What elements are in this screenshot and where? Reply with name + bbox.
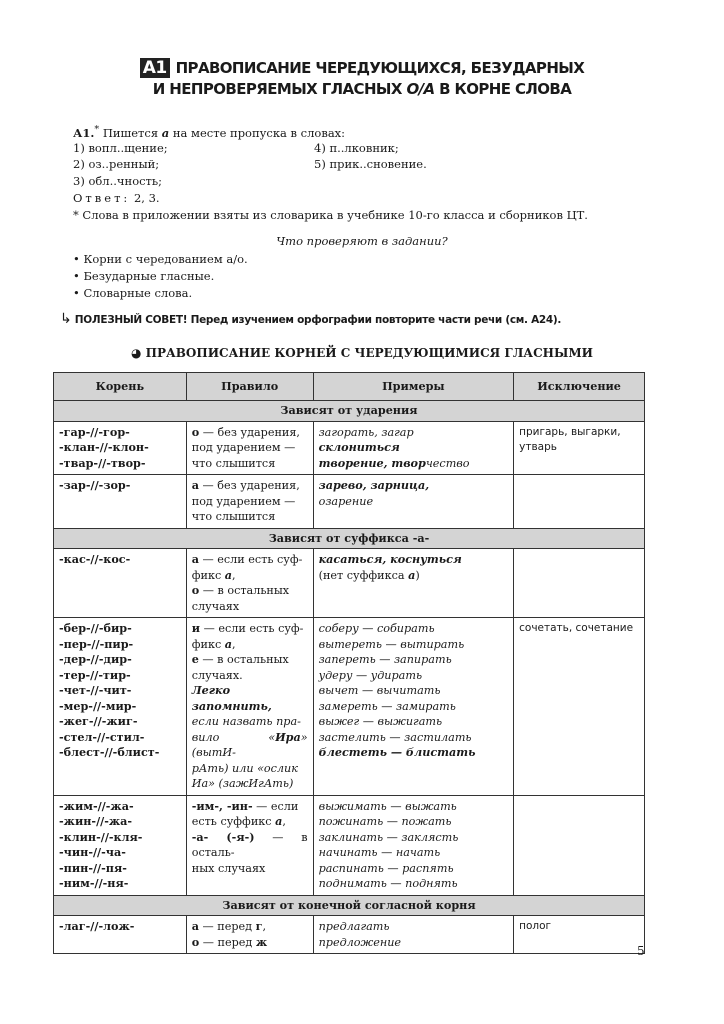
text-segment: а bbox=[191, 552, 199, 566]
text-segment: ) bbox=[415, 568, 420, 582]
cell-line bbox=[319, 683, 509, 699]
rule-cell bbox=[186, 549, 313, 618]
text-segment: под ударением — bbox=[191, 441, 296, 454]
column-header: Правило bbox=[186, 373, 313, 401]
cell-line bbox=[192, 830, 308, 861]
cell-line bbox=[319, 494, 509, 510]
cell-line bbox=[192, 621, 308, 637]
group-row bbox=[54, 895, 645, 916]
cell-line bbox=[192, 652, 308, 668]
root-text: -лаг-//-лож- bbox=[59, 919, 135, 933]
cell-line bbox=[319, 699, 509, 715]
cell-line bbox=[319, 552, 509, 568]
text-segment: случаях bbox=[191, 599, 240, 613]
table-row bbox=[54, 618, 645, 796]
cell-line bbox=[192, 935, 308, 951]
check-item: • Безударные гласные. bbox=[73, 269, 215, 283]
text-segment: — если есть суф- bbox=[198, 553, 303, 566]
rule-cell bbox=[186, 916, 313, 954]
text-segment: а bbox=[408, 567, 416, 582]
text-segment: а bbox=[191, 478, 199, 492]
page-title-line2 bbox=[0, 80, 724, 98]
text-segment: начинать — начать bbox=[318, 846, 441, 859]
root-text: -кас-//-кос- bbox=[59, 552, 131, 566]
task-item: 5) прик..сновение. bbox=[314, 157, 427, 171]
check-text: Безударные гласные. bbox=[83, 269, 215, 283]
text-segment: озарение bbox=[318, 494, 374, 508]
text-segment: а bbox=[224, 636, 233, 651]
cell-line bbox=[192, 668, 308, 684]
text-segment: рАть) или «ослик bbox=[191, 761, 298, 775]
rule-cell bbox=[186, 421, 313, 475]
text-segment: е bbox=[191, 652, 199, 666]
text-segment: а bbox=[224, 567, 233, 582]
group-label: Зависят от суффикса -а- bbox=[54, 528, 645, 549]
task-item: 4) п..лковник; bbox=[314, 141, 399, 155]
root-text: -пин-//-пя- bbox=[59, 860, 127, 875]
text-segment: зарево, зарница, bbox=[318, 478, 430, 492]
cell-line bbox=[319, 637, 509, 653]
cell-line bbox=[192, 509, 308, 525]
text-segment: запереть — запирать bbox=[318, 653, 452, 666]
footnote-mark: * bbox=[94, 124, 100, 135]
text-segment: застелить — застилать bbox=[318, 730, 472, 744]
text-segment: Легко запомнить, bbox=[191, 683, 272, 713]
cell-line bbox=[192, 714, 308, 730]
cell-line bbox=[192, 552, 308, 568]
root-text: -блест-//-блист- bbox=[59, 745, 160, 759]
cell-line bbox=[192, 478, 308, 494]
examples-cell bbox=[313, 618, 514, 796]
cell-line bbox=[192, 440, 308, 456]
answer-label: Ответ: bbox=[73, 191, 131, 205]
root-text: -пер-//-пир- bbox=[59, 636, 134, 651]
cell-line bbox=[192, 814, 308, 830]
title-text: О/А bbox=[406, 80, 435, 98]
cell-line bbox=[192, 919, 308, 935]
column-header: Примеры bbox=[313, 373, 514, 401]
tip-text: ПОЛЕЗНЫЙ СОВЕТ! Перед изучением орфографии повторите части речи (см. А24). bbox=[74, 314, 562, 326]
text-segment: и bbox=[191, 621, 201, 635]
text-segment: -а- (-я-) bbox=[191, 829, 255, 844]
exception-cell: полог bbox=[514, 916, 645, 954]
root-text: -твар-//-твор- bbox=[59, 455, 146, 470]
text-segment: предложение bbox=[318, 935, 402, 949]
text-segment: вило « bbox=[191, 730, 276, 744]
check-item: • Корни с чередованием а/о. bbox=[73, 252, 248, 266]
cell-line bbox=[192, 494, 308, 510]
text-segment: вычет — вычитать bbox=[318, 684, 441, 697]
answer bbox=[73, 191, 160, 205]
useful-tip bbox=[60, 311, 561, 327]
cell-line bbox=[192, 568, 308, 584]
exception-cell: пригарь, выгарки, утварь bbox=[514, 421, 645, 475]
rule-cell bbox=[186, 618, 313, 796]
text-segment: ж bbox=[255, 934, 268, 949]
text-segment: под ударением — bbox=[191, 494, 296, 508]
cell-line bbox=[319, 799, 509, 815]
table-row bbox=[54, 549, 645, 618]
examples-cell bbox=[313, 916, 514, 954]
cell-line bbox=[192, 776, 308, 792]
text-segment: — если bbox=[252, 799, 299, 813]
root-text: -тер-//-тир- bbox=[59, 667, 131, 682]
text-segment: ных случаях bbox=[191, 861, 266, 875]
text-segment: , bbox=[282, 815, 286, 828]
text-segment: о bbox=[191, 934, 200, 949]
section-title-text: ПРАВОПИСАНИЕ КОРНЕЙ С ЧЕРЕДУЮЩИМИСЯ ГЛАСНЫМИ bbox=[145, 346, 594, 360]
cell-line bbox=[319, 714, 509, 730]
text-segment: что слышится bbox=[191, 510, 276, 523]
text-segment: блестеть — блистать bbox=[318, 745, 476, 759]
text-segment: вытереть — вытирать bbox=[318, 637, 465, 651]
cell-line bbox=[192, 861, 308, 877]
exception-cell bbox=[514, 549, 645, 618]
text-segment: творение, твор bbox=[318, 455, 426, 470]
table-header-row bbox=[54, 373, 645, 401]
root-cell bbox=[54, 618, 187, 796]
examples-cell bbox=[313, 421, 514, 475]
table-row bbox=[54, 795, 645, 895]
cell-line bbox=[319, 876, 509, 892]
text-segment: — перед bbox=[199, 935, 256, 949]
cell-line bbox=[192, 599, 308, 615]
cell-line bbox=[319, 730, 509, 746]
cell-line bbox=[319, 425, 509, 441]
text-segment: фикс bbox=[191, 568, 225, 582]
text-segment: чество bbox=[425, 456, 470, 470]
task-label: А1. bbox=[73, 125, 95, 140]
page-title-line1 bbox=[0, 58, 724, 78]
root-cell bbox=[54, 795, 187, 895]
cell-line bbox=[192, 799, 308, 815]
root-text: -клан-//-клон- bbox=[59, 440, 149, 454]
task-question bbox=[73, 124, 345, 140]
text-segment: есть суффикс bbox=[191, 815, 276, 828]
cell-line bbox=[319, 814, 509, 830]
cell-line bbox=[319, 668, 509, 684]
text-segment: г bbox=[255, 919, 263, 933]
task-text: на месте пропуска в словах: bbox=[169, 125, 346, 140]
text-segment: а bbox=[275, 814, 283, 828]
cell-line bbox=[192, 730, 308, 761]
group-row bbox=[54, 401, 645, 422]
text-segment: Иа» (зажИгАть) bbox=[191, 777, 294, 790]
cell-line bbox=[319, 745, 509, 761]
root-text: -жин-//-жа- bbox=[59, 814, 133, 828]
cell-line bbox=[319, 478, 509, 494]
text-segment: -им-, -ин- bbox=[191, 798, 253, 813]
page-number: 5 bbox=[637, 944, 645, 958]
root-text: -стел-//-стил- bbox=[59, 729, 145, 744]
roots-table bbox=[53, 372, 645, 954]
text-segment: о bbox=[191, 583, 200, 597]
text-segment: выжег — выжигать bbox=[318, 715, 443, 728]
title-text: И НЕПРОВЕРЯЕМЫХ ГЛАСНЫХ bbox=[152, 80, 407, 98]
cell-line bbox=[192, 683, 308, 714]
cell-line bbox=[319, 652, 509, 668]
text-segment: что слышится bbox=[191, 456, 276, 470]
cell-line bbox=[319, 919, 509, 935]
text-segment: соберу — собирать bbox=[318, 622, 435, 635]
checks-title: Что проверяют в задании? bbox=[276, 234, 448, 248]
cell-line bbox=[319, 621, 509, 637]
root-text: -дер-//-дир- bbox=[59, 652, 132, 666]
text-segment: поднимать — поднять bbox=[318, 877, 458, 890]
circle-icon: ◕ bbox=[130, 346, 142, 360]
examples-cell bbox=[313, 795, 514, 895]
text-segment: если назвать пра- bbox=[191, 715, 301, 728]
text-segment: заклинать — заклясть bbox=[318, 830, 459, 844]
text-segment: — перед bbox=[198, 920, 256, 933]
table-row bbox=[54, 916, 645, 954]
cell-line bbox=[319, 845, 509, 861]
root-text: -бер-//-бир- bbox=[59, 621, 132, 635]
root-text: -гар-//-гор- bbox=[59, 424, 130, 439]
table-row bbox=[54, 421, 645, 475]
root-text: -зар-//-зор- bbox=[59, 478, 131, 492]
text-segment: предлагать bbox=[318, 920, 390, 933]
text-segment: распинать — распять bbox=[318, 861, 454, 875]
column-header: Исключение bbox=[514, 373, 645, 401]
cell-line bbox=[192, 637, 308, 653]
text-segment: касаться, коснуться bbox=[318, 552, 462, 566]
cell-line bbox=[192, 583, 308, 599]
title-text: В КОРНЕ СЛОВА bbox=[434, 80, 572, 98]
exception-cell bbox=[514, 795, 645, 895]
text-segment: пожинать — пожать bbox=[318, 815, 452, 828]
text-segment: , bbox=[232, 568, 236, 582]
root-text: -чин-//-ча- bbox=[59, 845, 126, 859]
text-segment: , bbox=[232, 637, 236, 651]
rule-cell bbox=[186, 795, 313, 895]
root-text: -жег-//-жиг- bbox=[59, 714, 138, 728]
root-text: -ним-//-ня- bbox=[59, 876, 129, 890]
cell-line bbox=[319, 568, 509, 584]
section-title bbox=[0, 346, 724, 360]
cell-line bbox=[319, 935, 509, 951]
text-segment: склониться bbox=[318, 440, 400, 454]
root-text: -жим-//-жа- bbox=[59, 798, 134, 813]
text-segment: удеру — удирать bbox=[318, 668, 423, 682]
footnote: * Слова в приложении взяты из словарика в учебнике 10-го класса и сборников ЦТ. bbox=[73, 208, 588, 222]
root-cell bbox=[54, 421, 187, 475]
root-text: -клин-//-кля- bbox=[59, 829, 143, 844]
rule-cell bbox=[186, 475, 313, 529]
cell-line bbox=[319, 456, 509, 472]
table-row bbox=[54, 475, 645, 529]
group-row bbox=[54, 528, 645, 549]
task-letter: а bbox=[161, 125, 170, 140]
group-label: Зависят от конечной согласной корня bbox=[54, 895, 645, 916]
examples-cell bbox=[313, 549, 514, 618]
text-segment: фикс bbox=[191, 637, 225, 651]
cell-line bbox=[319, 861, 509, 877]
text-segment: — без ударения, bbox=[199, 425, 300, 439]
root-text: -чет-//-чит- bbox=[59, 683, 132, 697]
task-text: Пишется bbox=[99, 125, 162, 140]
root-cell bbox=[54, 549, 187, 618]
text-segment: загорать, загар bbox=[318, 425, 414, 439]
exception-cell bbox=[514, 475, 645, 529]
cell-line bbox=[192, 456, 308, 472]
cell-line bbox=[319, 440, 509, 456]
text-segment: (нет суффикса bbox=[318, 568, 409, 582]
column-header: Корень bbox=[54, 373, 187, 401]
text-segment: » (вытИ- bbox=[191, 730, 308, 759]
check-item: • Словарные слова. bbox=[73, 286, 193, 300]
check-text: Корни с чередованием а/о. bbox=[83, 252, 248, 266]
text-segment: — в остальных bbox=[199, 584, 290, 597]
exception-cell: сочетать, сочетание bbox=[514, 618, 645, 796]
text-segment: о bbox=[191, 424, 200, 439]
root-cell bbox=[54, 475, 187, 529]
text-segment: случаях. bbox=[191, 668, 243, 682]
text-segment: — без ударения, bbox=[198, 479, 300, 492]
arrow-icon: ↳ bbox=[60, 311, 72, 327]
cell-line bbox=[192, 425, 308, 441]
text-segment: — в остальных bbox=[198, 653, 289, 666]
title-text: ПРАВОПИСАНИЕ ЧЕРЕДУЮЩИХСЯ, БЕЗУДАРНЫХ bbox=[175, 59, 585, 77]
task-badge: А1 bbox=[140, 58, 170, 78]
task-item: 1) вопл..щение; bbox=[73, 141, 168, 155]
root-cell bbox=[54, 916, 187, 954]
text-segment: — в осталь- bbox=[191, 830, 308, 859]
text-segment: Ира bbox=[275, 729, 301, 744]
task-item: 2) оз..ренный; bbox=[73, 157, 160, 171]
cell-line bbox=[319, 830, 509, 846]
answer-value: 2, 3. bbox=[133, 191, 160, 205]
task-item: 3) обл..чность; bbox=[73, 174, 163, 188]
text-segment: , bbox=[262, 920, 267, 933]
root-text: -мер-//-мир- bbox=[59, 698, 137, 713]
text-segment: а bbox=[191, 919, 199, 933]
examples-cell bbox=[313, 475, 514, 529]
text-segment: замереть — замирать bbox=[318, 699, 456, 713]
text-segment: — если есть суф- bbox=[200, 622, 304, 635]
cell-line bbox=[192, 761, 308, 777]
text-segment: выжимать — выжать bbox=[318, 799, 457, 813]
group-label: Зависят от ударения bbox=[54, 401, 645, 422]
check-text: Словарные слова. bbox=[83, 286, 193, 300]
